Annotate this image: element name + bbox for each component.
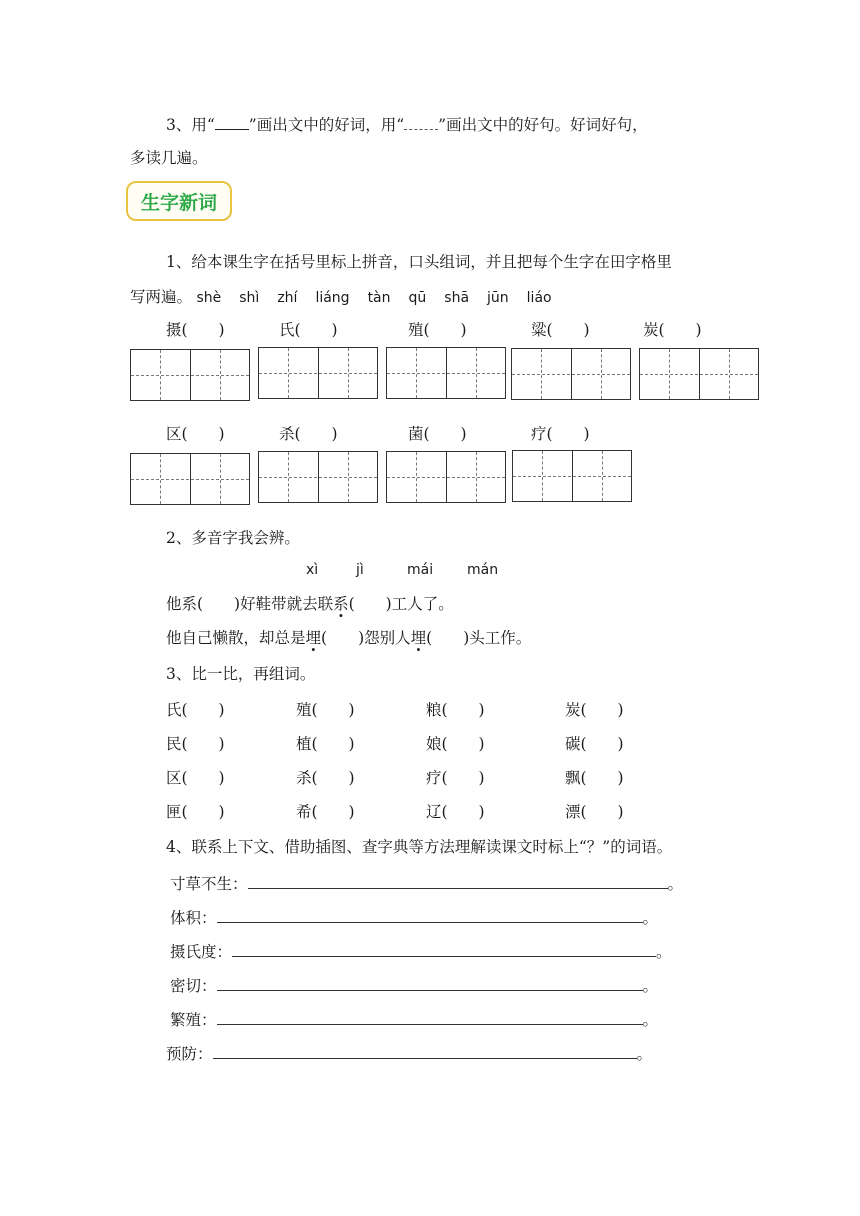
q2-sentence-2 bbox=[166, 626, 531, 648]
section-badge: 生字新词 bbox=[126, 181, 232, 221]
pinyin: liáng bbox=[315, 290, 350, 306]
q2-s2-text-b: ( )怨别人 bbox=[321, 629, 411, 647]
pinyin: zhí bbox=[277, 290, 298, 306]
q4-item-label: 预防： bbox=[166, 1045, 213, 1063]
answer-line[interactable] bbox=[217, 976, 643, 991]
q3-title: 3、比一比，再组词。 bbox=[166, 665, 316, 683]
compare-cell: 殖( ) bbox=[296, 701, 355, 719]
q3-top-text-b: ”画出文中的好词，用“ bbox=[248, 116, 405, 134]
q4-item bbox=[170, 1008, 658, 1030]
tianzige-box[interactable] bbox=[386, 347, 506, 399]
q3-top-line2: 多读几遍。 bbox=[130, 149, 208, 167]
pinyin: jūn bbox=[487, 290, 509, 306]
tianzige-box[interactable] bbox=[512, 450, 632, 502]
compare-cell: 植( ) bbox=[296, 735, 355, 753]
compare-cell: 区( ) bbox=[166, 769, 225, 787]
answer-line[interactable] bbox=[213, 1044, 637, 1059]
char-label: 摄( ) bbox=[166, 321, 225, 339]
period: 。 bbox=[636, 1045, 653, 1063]
char-label: 炭( ) bbox=[643, 321, 702, 339]
q4-item-label: 摄氏度： bbox=[170, 943, 233, 961]
answer-line[interactable] bbox=[217, 908, 643, 923]
tianzige-box[interactable] bbox=[130, 349, 250, 401]
q3-top-text-a: 3、用“ bbox=[166, 116, 215, 134]
tianzige-box[interactable] bbox=[639, 348, 759, 400]
period: 。 bbox=[642, 1011, 659, 1029]
q2-sentence-1 bbox=[166, 592, 454, 614]
period: 。 bbox=[642, 909, 659, 927]
tianzige-box[interactable] bbox=[511, 348, 631, 400]
char-label: 氏( ) bbox=[279, 321, 338, 339]
dotted-char: 系 bbox=[333, 595, 349, 613]
dotted-char: 埋 bbox=[305, 629, 322, 647]
char-label: 菌( ) bbox=[408, 425, 467, 443]
q4-item bbox=[170, 872, 683, 894]
pinyin: shè bbox=[196, 290, 222, 306]
q2-s2-text-a: 他自己懒散，却总是 bbox=[166, 629, 306, 647]
answer-line[interactable] bbox=[232, 942, 656, 957]
q4-item-label: 密切： bbox=[170, 977, 217, 995]
pinyin: shì bbox=[239, 290, 260, 306]
pinyin: shā bbox=[444, 290, 470, 306]
compare-cell: 漂( ) bbox=[565, 803, 624, 821]
compare-cell: 辽( ) bbox=[426, 803, 485, 821]
pinyin: tàn bbox=[367, 290, 391, 306]
dotted-char: 埋 bbox=[410, 629, 427, 647]
period: 。 bbox=[667, 875, 684, 893]
q2-pinyin: mán bbox=[467, 562, 499, 578]
char-label: 疗( ) bbox=[531, 425, 590, 443]
compare-cell: 粮( ) bbox=[426, 701, 485, 719]
q3-top-line1 bbox=[166, 113, 648, 135]
q1-instruction-line2 bbox=[130, 285, 570, 307]
period: 。 bbox=[656, 943, 672, 961]
q4-item bbox=[170, 906, 658, 928]
pinyin: qū bbox=[408, 290, 427, 306]
char-label: 殖( ) bbox=[408, 321, 467, 339]
compare-cell: 民( ) bbox=[166, 735, 225, 753]
q4-item bbox=[166, 1042, 652, 1064]
tianzige-box[interactable] bbox=[258, 347, 378, 399]
compare-cell: 杀( ) bbox=[296, 769, 355, 787]
q1-line2-text: 写两遍。 bbox=[130, 288, 193, 306]
compare-cell: 氏( ) bbox=[166, 701, 225, 719]
q1-pinyin-list bbox=[192, 290, 570, 306]
q3-top-text-c: ”画出文中的好句。好词好句， bbox=[438, 116, 648, 134]
q4-item-label: 体积： bbox=[170, 909, 217, 927]
char-label: 粱( ) bbox=[531, 321, 590, 339]
pinyin: liáo bbox=[526, 290, 552, 306]
q2-s1-text-b: ( )工人了。 bbox=[348, 595, 454, 613]
compare-cell: 娘( ) bbox=[426, 735, 485, 753]
q2-title: 2、多音字我会辨。 bbox=[166, 529, 300, 547]
compare-cell: 飘( ) bbox=[565, 769, 624, 787]
q1-instruction-line1: 1、给本课生字在括号里标上拼音，口头组词，并且把每个生字在田字格里 bbox=[166, 253, 672, 271]
q2-s1-text-a: 他系( )好鞋带就去联 bbox=[166, 595, 334, 613]
tianzige-box[interactable] bbox=[386, 451, 506, 503]
char-label: 区( ) bbox=[166, 425, 225, 443]
char-label: 杀( ) bbox=[279, 425, 338, 443]
period: 。 bbox=[642, 977, 659, 995]
q2-s2-text-c: ( )头工作。 bbox=[426, 629, 532, 647]
q4-item bbox=[170, 940, 672, 962]
compare-cell: 疗( ) bbox=[426, 769, 485, 787]
compare-cell: 希( ) bbox=[296, 803, 355, 821]
q4-title: 4、联系上下文、借助插图、查字典等方法理解读课文时标上“？”的词语。 bbox=[166, 838, 673, 856]
answer-line[interactable] bbox=[248, 874, 668, 889]
q2-pinyin: xì bbox=[306, 562, 319, 578]
q2-pinyin: jì bbox=[356, 562, 364, 578]
answer-line[interactable] bbox=[217, 1010, 643, 1025]
dashed-underline-mark bbox=[404, 117, 438, 130]
q4-item bbox=[170, 974, 658, 996]
compare-cell: 炭( ) bbox=[565, 701, 624, 719]
q4-item-label: 繁殖： bbox=[170, 1011, 217, 1029]
q2-pinyin: mái bbox=[407, 562, 434, 578]
compare-cell: 匣( ) bbox=[166, 803, 225, 821]
q4-item-label: 寸草不生： bbox=[170, 875, 248, 893]
tianzige-box[interactable] bbox=[258, 451, 378, 503]
solid-underline-mark bbox=[215, 117, 249, 130]
tianzige-box[interactable] bbox=[130, 453, 250, 505]
compare-cell: 碳( ) bbox=[565, 735, 624, 753]
